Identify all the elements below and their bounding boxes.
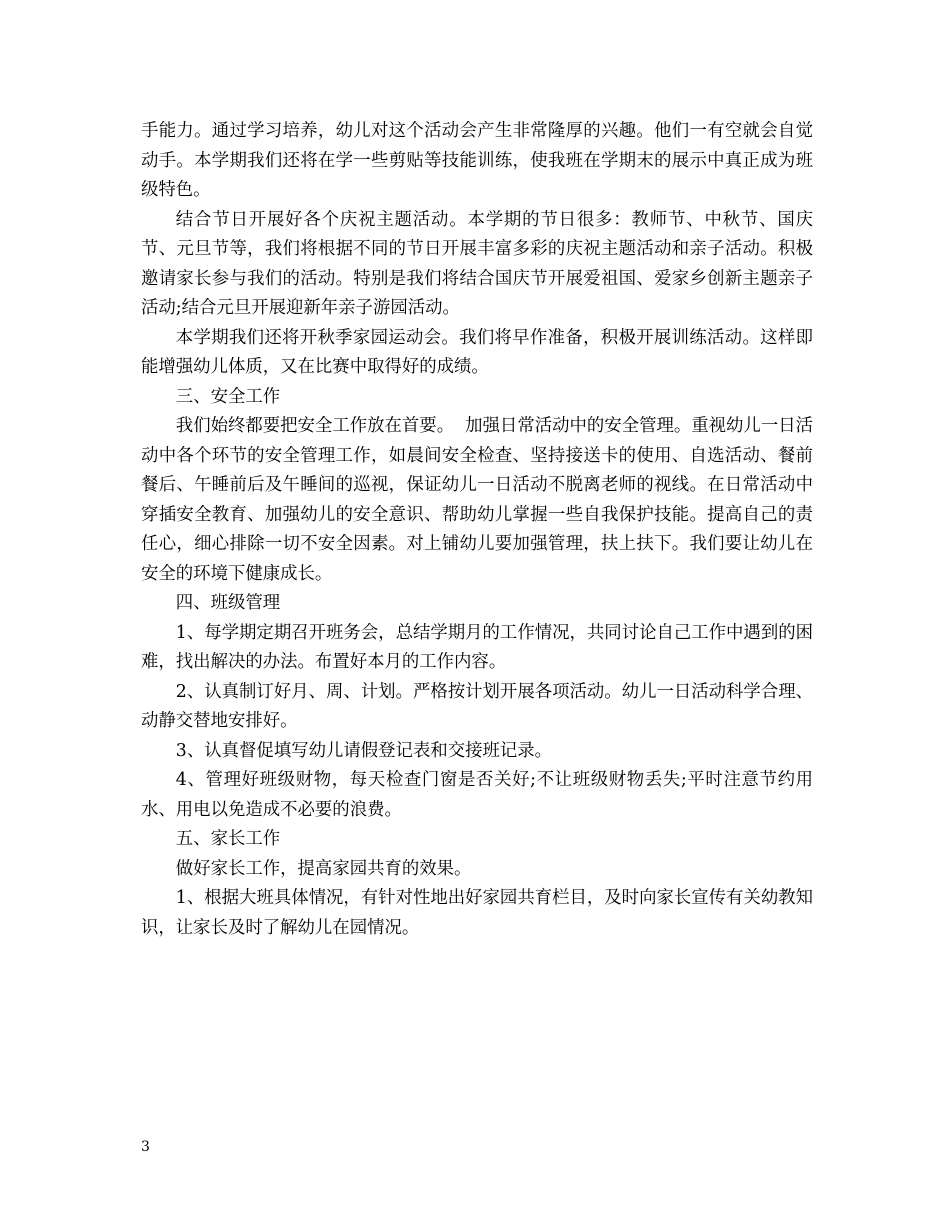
paragraph: 手能力。通过学习培养，幼儿对这个活动会产生非常隆厚的兴趣。他们一有空就会自觉动手。本学期我们还将在学一些剪贴等技能训练，使我班在学期末的展示中真正成为班级特色。	[141, 121, 813, 200]
paragraph: 结合节日开展好各个庆祝主题活动。本学期的节日很多：教师节、中秋节、国庆节、元旦节等，我们将根据不同的节日开展丰富多彩的庆祝主题活动和亲子活动。积极邀请家长参与我们的活动。特别是我们将结合国庆节开展爱祖国、爱家乡创新主题亲子活动;结合元旦开展迎新年亲子游园活动。	[141, 209, 813, 318]
section-heading: 四、班级管理	[175, 593, 281, 613]
paragraph: 本学期我们还将开秋季家园运动会。我们将早作准备，积极开展训练活动。这样即能增强幼儿体质，又在比赛中取得好的成绩。	[141, 327, 813, 377]
list-item: 3、认真督促填写幼儿请假登记表和交接班记录。	[175, 740, 553, 761]
list-item: 1、每学期定期召开班务会，总结学期月的工作情况，共同讨论自己工作中遇到的困难，找出解决的办法。布置好本月的工作内容。	[141, 622, 813, 672]
paragraph: 做好家长工作，提高家园共育的效果。	[175, 858, 472, 879]
page-body	[141, 117, 813, 943]
section-heading: 五、家长工作	[175, 829, 281, 849]
list-item: 4、管理好班级财物，每天检查门窗是否关好;不让班级财物丢失;平时注意节约用水、用电以免造成不必要的浪费。	[141, 770, 813, 820]
section-heading: 三、安全工作	[175, 386, 281, 407]
paragraph: 我们始终都要把安全工作放在首要。 加强日常活动中的安全管理。重视幼儿一日活动中各个环节的安全管理工作，如晨间安全检查、坚持接送卡的使用、自选活动、餐前餐后、午睡前后及午睡间的巡视，保证幼儿一日活动不脱离老师的视线。在日常活动中穿插安全教育、加强幼儿的安全意识、帮助幼儿掌握一些自我保护技能。提高自己的责任心，细心排除一切不安全因素。对上铺幼儿要加强管理，扶上扶下。我们要让幼儿在安全的环境下健康成长。	[141, 416, 813, 584]
list-item: 1、根据大班具体情况，有针对性地出好家园共育栏目，及时向家长宣传有关幼教知识，让家长及时了解幼儿在园情况。	[141, 888, 813, 938]
list-item: 2、认真制订好月、周、计划。严格按计划开展各项活动。幼儿一日活动科学合理、动静交替地安排好。	[141, 681, 813, 731]
page-number: 3	[141, 1139, 150, 1155]
